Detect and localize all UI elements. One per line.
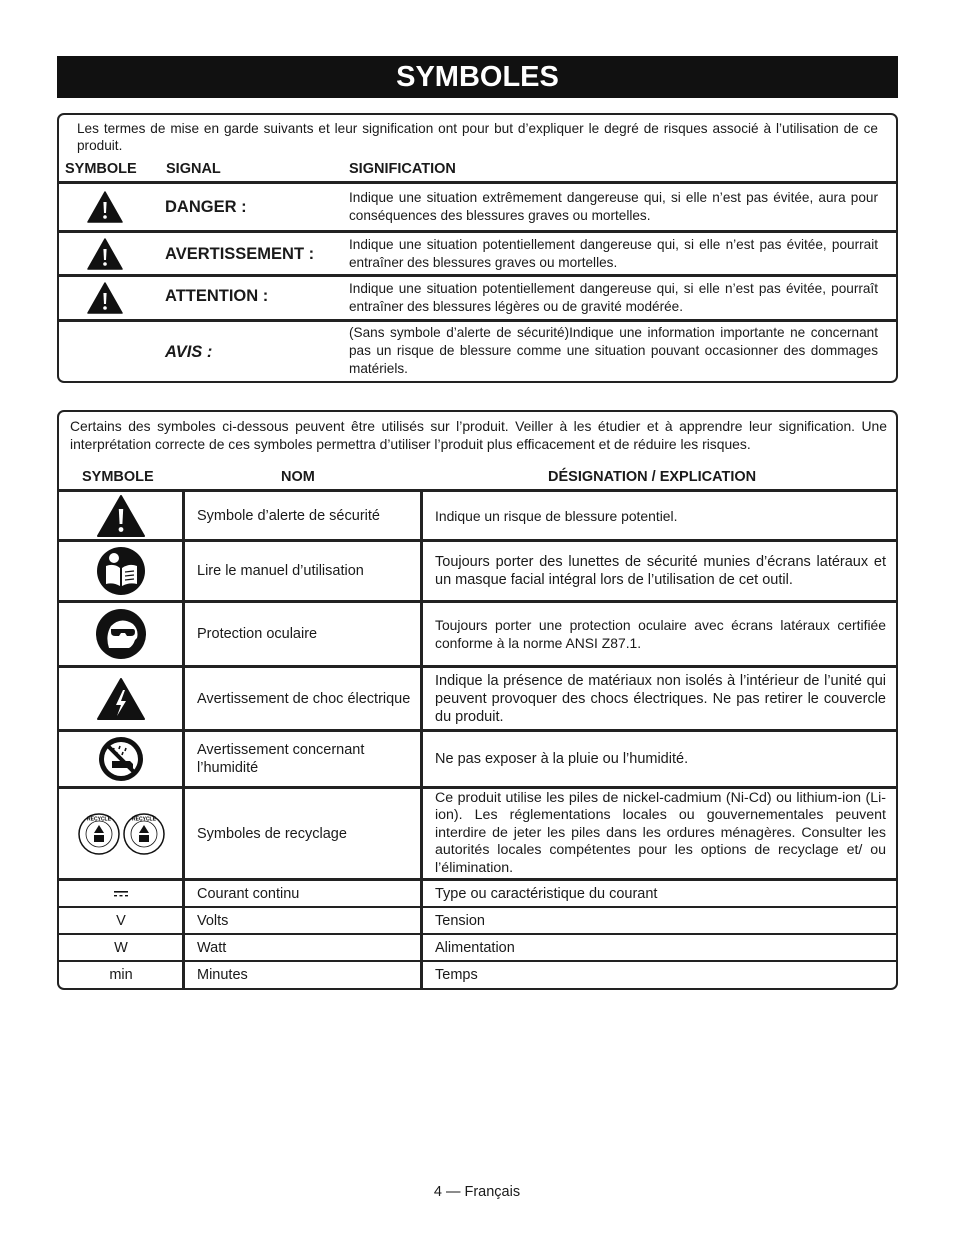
warning-triangle-icon — [87, 191, 123, 223]
symbol-name: Minutes — [197, 967, 248, 983]
page-title: SYMBOLES — [57, 56, 898, 98]
read-manual-icon — [96, 546, 146, 596]
signal-row-notice — [59, 322, 896, 382]
recycle-seal-icon — [123, 813, 165, 855]
warning-triangle-icon — [87, 282, 123, 314]
symbol-description: Alimentation — [435, 939, 515, 956]
signal-label: DANGER : — [165, 198, 247, 216]
symbol-row — [59, 908, 896, 933]
direct-current-icon — [114, 890, 128, 898]
signal-text: Indique une situation potentiellement dangereuse qui, si elle n’est pas évitée, pourraît entraîner des blessures légères ou de gravité modérée. — [349, 281, 878, 314]
signal-label: AVIS : — [165, 343, 213, 361]
header-designation: DÉSIGNATION / EXPLICATION — [548, 469, 757, 485]
symbol-description: Tension — [435, 912, 485, 929]
signal-text: (Sans symbole d’alerte de sécurité)Indique une information importante ne concernant pas un risque de blessure comme une situation pouvant occasionner des dommages matériels. — [349, 325, 878, 376]
header-meaning: SIGNIFICATION — [349, 161, 456, 177]
signal-row-caution — [59, 277, 896, 320]
signal-row-danger — [59, 184, 896, 231]
signal-row-warning — [59, 233, 896, 276]
symbol-name: Symbole d’alerte de sécurité — [197, 507, 380, 524]
seal-text: RECYCLE — [131, 816, 156, 822]
symbol-description: Type ou caractéristique du courant — [435, 885, 658, 902]
symbol-description: Indique la présence de matériaux non isolés à l’intérieur de l’unité qui peuvent provoquer des chocs électriques. Ne pas retirer le couvercle du produit. — [435, 672, 886, 725]
seal-text: RECYCLE — [86, 816, 111, 822]
symbol-row — [59, 789, 896, 878]
header-symbol: SYMBOLE — [65, 161, 137, 177]
symbol-text: W — [114, 939, 128, 956]
page-footer: 4 — Français — [433, 1184, 521, 1200]
symbols-intro: Certains des symboles ci-dessous peuvent être utilisés sur l’produit. Veiller à les étudier et à apprendre leur signification. Une interprétation correcte de ces symboles permettra d’utiliser l’produit plus efficacement et de réduire les risques. — [70, 418, 887, 452]
symbol-name: Avertissement concernant l’humidité — [197, 742, 365, 776]
recycle-seal-icon — [78, 813, 120, 855]
symbol-row — [59, 542, 896, 600]
no-rain-icon — [98, 736, 144, 782]
symbol-text: V — [116, 912, 126, 929]
header-name: NOM — [281, 469, 315, 485]
symbol-name: Watt — [197, 939, 227, 956]
signals-intro: Les termes de mise en garde suivants et leur signification ont pour but d’expliquer le degré de risques associé à l’utilisation de ce produit. — [77, 121, 878, 153]
symbol-name: Volts — [197, 912, 229, 929]
symbol-row — [59, 881, 896, 906]
symbol-description: Ne pas exposer à la pluie ou l’humidité. — [435, 751, 689, 767]
symbol-description: Toujours porter des lunettes de sécurité munies d’écrans latéraux et un masque facial intégral lors de l’utilisation de cet outil. — [435, 554, 886, 588]
symbol-description: Indique un risque de blessure potentiel. — [435, 507, 678, 524]
eye-protection-icon — [95, 608, 147, 660]
signal-label: AVERTISSEMENT : — [165, 245, 315, 263]
symbol-row — [59, 603, 896, 665]
symbol-description: Ce produit utilise les piles de nickel-cadmium (Ni-Cd) ou lithium-ion (Li-ion). Les réglementations locales ou gouvernementales peuvent interdire de jeter les piles dans les ordures ménagères. Consulter les autorités locales compétentes pour les options de recyclage et/ ou l’élimination. — [435, 789, 886, 876]
symbol-name: Avertissement de choc électrique — [197, 690, 411, 707]
symbol-row — [59, 935, 896, 960]
symbol-text: min — [109, 967, 133, 983]
symbol-row — [59, 962, 896, 988]
header-signal: SIGNAL — [166, 161, 221, 177]
symbol-name: Symboles de recyclage — [197, 825, 347, 842]
signal-text: Indique une situation potentiellement dangereuse qui, si elle n’est pas évitée, pourrait entraîner des blessures graves ou mortelles. — [349, 237, 878, 270]
signal-text: Indique une situation extrêmement dangereuse qui, si elle n’est pas évitée, aura pour conséquences des blessures graves ou mortelles. — [349, 190, 878, 223]
safety-alert-icon — [96, 494, 146, 538]
symbol-row — [59, 668, 896, 729]
symbol-row — [59, 732, 896, 786]
header-symbol: SYMBOLE — [82, 469, 154, 485]
symbol-description: Temps — [435, 967, 478, 983]
symbols-box — [57, 410, 898, 990]
symbol-description: Toujours porter une protection oculaire avec écrans latéraux certifiée conforme à la norme ANSI Z87.1. — [435, 617, 886, 651]
symbol-name: Lire le manuel d’utilisation — [197, 563, 364, 579]
symbol-row — [59, 492, 896, 539]
electric-shock-icon — [96, 677, 146, 721]
signal-label: ATTENTION : — [165, 287, 269, 305]
symbol-name: Protection oculaire — [197, 626, 318, 642]
signal-words-box — [57, 113, 898, 383]
symbol-name: Courant continu — [197, 885, 300, 902]
warning-triangle-icon — [87, 238, 123, 270]
